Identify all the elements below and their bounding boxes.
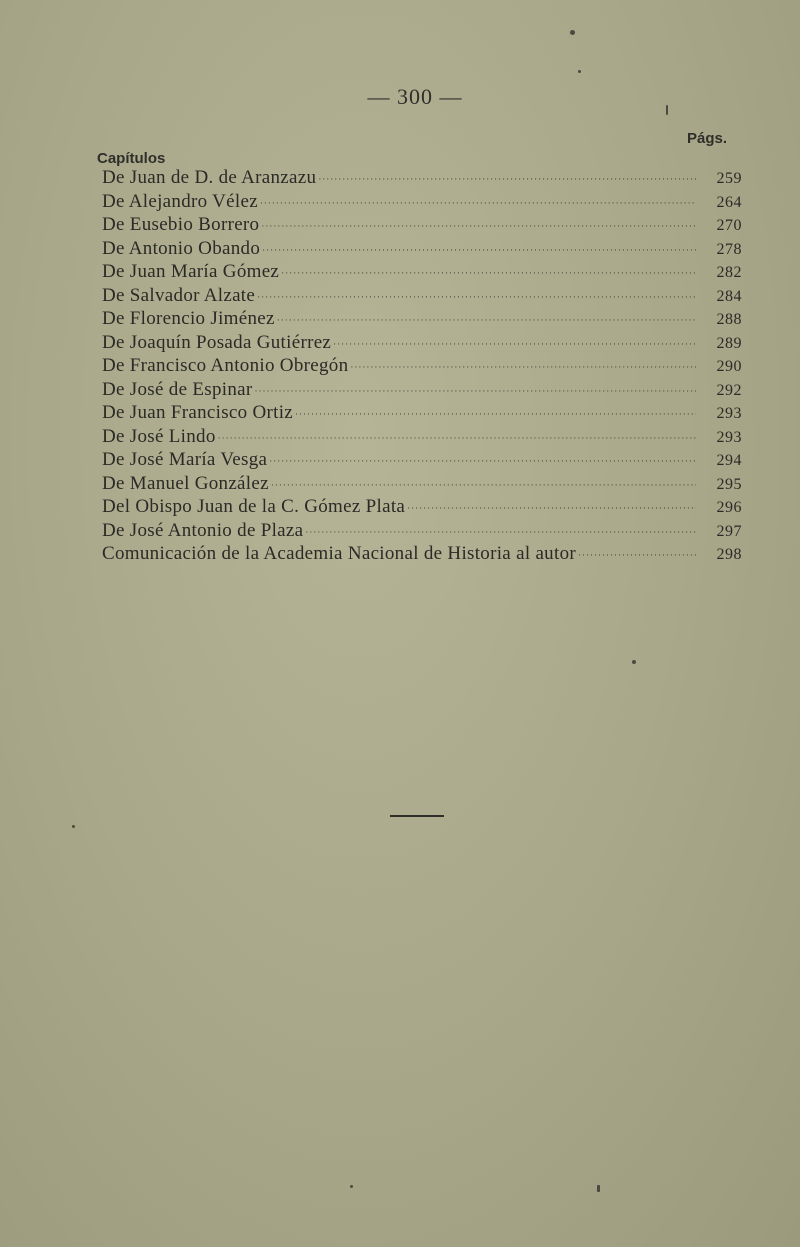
toc-row xyxy=(102,519,742,543)
toc-page-number: 298 xyxy=(716,546,742,563)
toc-title: De Manuel González xyxy=(102,472,269,494)
dot-leader xyxy=(350,356,696,380)
dot-leader xyxy=(218,427,696,451)
toc-page-number: 289 xyxy=(716,334,742,352)
toc-row xyxy=(102,448,742,472)
toc-page-number: 259 xyxy=(716,170,742,187)
toc-title: De Antonio Obando xyxy=(102,237,261,259)
toc-title: De Florencio Jiménez xyxy=(102,308,275,329)
toc-row xyxy=(102,213,742,237)
dot-leader xyxy=(255,380,697,404)
toc-row xyxy=(102,166,742,190)
toc-title: Comunicación de la Academia Nacional de Historia al autor xyxy=(102,543,576,564)
toc-title: De Juan de D. de Aranzazu xyxy=(102,167,317,188)
toc-row xyxy=(102,425,742,449)
paper-speck xyxy=(350,1185,353,1188)
paper-speck xyxy=(666,105,668,115)
dot-leader xyxy=(257,286,696,310)
toc-row xyxy=(102,237,742,261)
toc-row xyxy=(102,331,742,355)
toc-page-number: 293 xyxy=(716,428,742,446)
dot-leader xyxy=(407,497,696,521)
dot-leader xyxy=(271,474,696,498)
pages-header: Págs. xyxy=(687,130,728,147)
paper-speck xyxy=(597,1185,600,1192)
toc-page-number: 296 xyxy=(716,499,742,516)
paper-speck xyxy=(578,70,581,73)
toc-row xyxy=(102,354,742,378)
toc-row xyxy=(102,472,742,496)
dot-leader xyxy=(333,333,696,357)
toc-title: De Alejandro Vélez xyxy=(102,190,258,212)
toc-title: De José Lindo xyxy=(102,425,216,447)
paper-speck xyxy=(632,660,636,664)
dot-leader xyxy=(260,192,696,216)
toc-page-number: 282 xyxy=(716,264,742,281)
toc-title: De Juan Francisco Ortiz xyxy=(102,402,294,423)
toc-row xyxy=(102,401,742,425)
toc-page-number: 278 xyxy=(716,240,742,258)
dot-leader xyxy=(262,239,696,263)
toc-page-number: 290 xyxy=(716,358,742,375)
toc-page-number: 284 xyxy=(716,287,742,305)
paper-speck xyxy=(570,30,575,35)
toc-page-number: 288 xyxy=(716,311,742,328)
toc-page-number: 297 xyxy=(716,522,742,540)
toc-title: De José María Vesga xyxy=(102,449,268,470)
toc-title: De Eusebio Borrero xyxy=(102,214,260,235)
toc-row xyxy=(102,190,742,214)
dot-leader xyxy=(281,262,696,286)
toc-page-number: 270 xyxy=(716,217,742,234)
toc-title: De José de Espinar xyxy=(102,378,253,400)
dot-leader xyxy=(578,544,696,568)
toc-row xyxy=(102,495,742,519)
dot-leader xyxy=(269,450,696,474)
toc-title: De Joaquín Posada Gutiérrez xyxy=(102,331,332,353)
toc-title: De Francisco Antonio Obregón xyxy=(102,355,349,376)
toc-page-number: 264 xyxy=(716,193,742,211)
dot-leader xyxy=(261,215,696,239)
dot-leader xyxy=(318,168,696,192)
page-number: — 300 — xyxy=(367,84,463,109)
chapters-header: Capítulos xyxy=(97,150,166,167)
toc-row xyxy=(102,307,742,331)
dot-leader xyxy=(277,309,696,333)
toc-page-number: 292 xyxy=(716,381,742,399)
toc-page-number: 295 xyxy=(716,475,742,493)
paper-speck xyxy=(72,825,75,828)
toc-title: De Juan María Gómez xyxy=(102,261,280,282)
toc-row xyxy=(102,378,742,402)
toc-title: Del Obispo Juan de la C. Gómez Plata xyxy=(102,496,406,517)
dot-leader xyxy=(295,403,696,427)
table-of-contents xyxy=(102,166,742,566)
toc-page-number: 294 xyxy=(716,452,742,469)
toc-row xyxy=(102,542,742,566)
toc-title: De José Antonio de Plaza xyxy=(102,519,304,541)
toc-page-number: 293 xyxy=(716,405,742,422)
toc-row xyxy=(102,284,742,308)
toc-row xyxy=(102,260,742,284)
dot-leader xyxy=(305,521,696,545)
closing-rule xyxy=(390,815,444,817)
toc-title: De Salvador Alzate xyxy=(102,284,256,306)
